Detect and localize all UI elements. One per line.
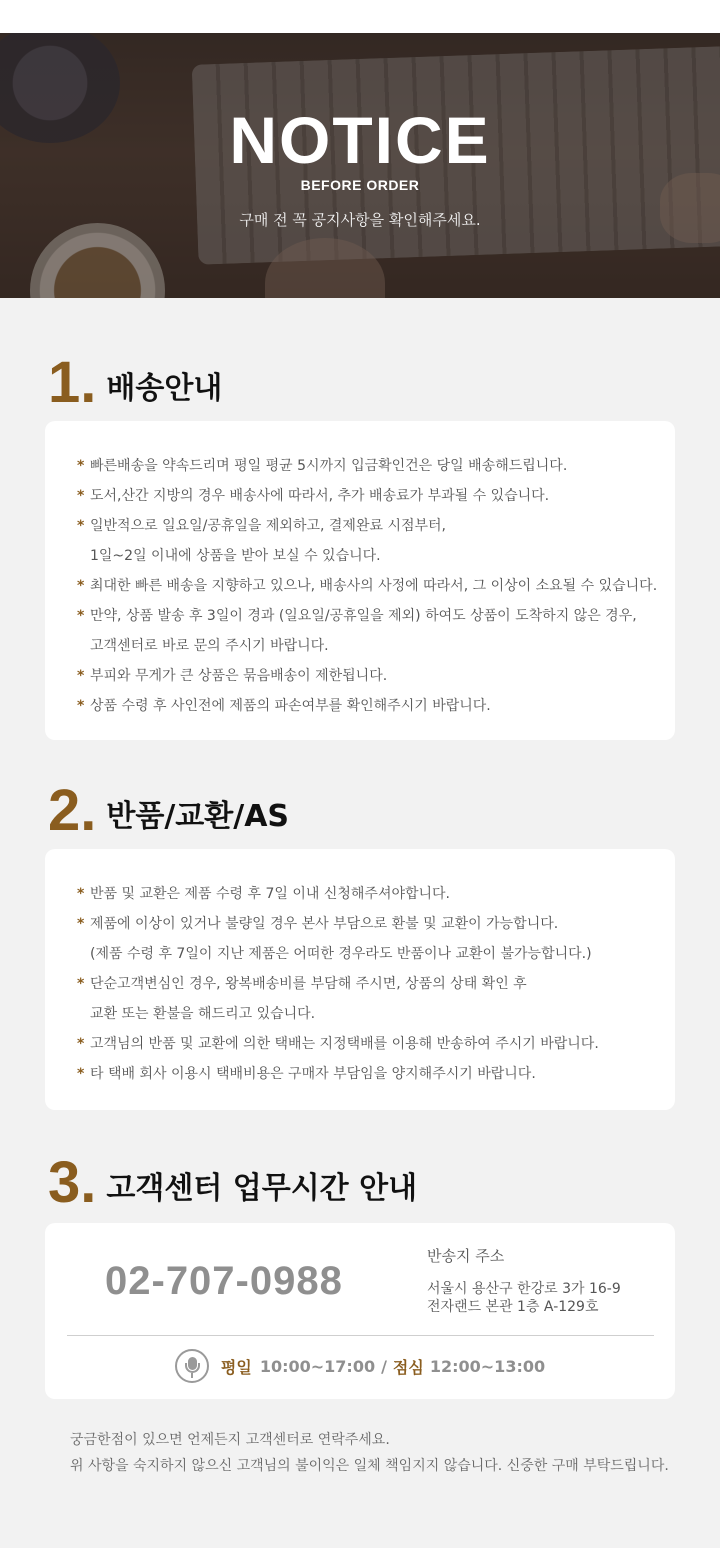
hero-description: 구매 전 꼭 공지사항을 확인해주세요. — [239, 211, 481, 229]
list-item: * 반품 및 교환은 제품 수령 후 7일 이내 신청해주셔야합니다. — [77, 886, 451, 902]
hours-separator: / — [381, 1356, 387, 1376]
list-item: * 만약, 상품 발송 후 3일이 경과 (일요일/공휴일을 제외) 하여도 상품이 도착하지 않은 경우, — [77, 608, 637, 624]
list-item: * 부피와 무게가 큰 상품은 묶음배송이 제한됩니다. — [77, 668, 388, 684]
list-item: * 빠른배송을 약속드리며 평일 평균 5시까지 입금확인건은 당일 배송해드립니다. — [77, 458, 568, 474]
section-heading-returns — [48, 778, 290, 843]
return-address-line2: 전자랜드 본관 1층 A-129호 — [427, 1299, 599, 1315]
section-number: 2. — [48, 778, 97, 843]
section-title: 고객센터 업무시간 안내 — [106, 1171, 418, 1206]
customer-center-card — [45, 1223, 675, 1399]
divider — [67, 1335, 654, 1336]
hero-title: NOTICE — [229, 103, 491, 177]
list-item: * 단순고객변심인 경우, 왕복배송비를 부담해 주시면, 상품의 상태 확인 후 — [77, 976, 527, 992]
hero-subtitle: BEFORE ORDER — [300, 177, 420, 193]
list-item: * 고객님의 반품 및 교환에 의한 택배는 지정택배를 이용해 반송하여 주시기 바랍니다. — [77, 1036, 599, 1052]
weekday-label: 평일 — [220, 1357, 252, 1377]
top-strip — [0, 0, 720, 33]
list-item: * 타 택배 회사 이용시 택배비용은 구매자 부담임을 양지해주시기 바랍니다. — [77, 1066, 536, 1082]
section-title: 반품/교환/AS — [106, 799, 290, 834]
list-item: 교환 또는 환불을 해드리고 있습니다. — [90, 1006, 316, 1022]
list-item: * 최대한 빠른 배송을 지향하고 있으나, 배송사의 사정에 따라서, 그 이상이 소요될 수 있습니다. — [77, 578, 658, 594]
microphone-icon — [175, 1349, 209, 1383]
weekday-hours: 10:00~17:00 — [259, 1356, 376, 1376]
section-title: 배송안내 — [106, 371, 223, 406]
footer-note-1: 궁금한점이 있으면 언제든지 고객센터로 연락주세요. — [70, 1432, 390, 1448]
list-item: 고객센터로 바로 문의 주시기 바랍니다. — [90, 638, 329, 654]
section-heading-shipping — [48, 350, 223, 415]
list-item: 1일~2일 이내에 상품을 받아 보실 수 있습니다. — [90, 548, 381, 564]
lunch-hours: 12:00~13:00 — [429, 1356, 546, 1376]
list-item: * 일반적으로 일요일/공휴일을 제외하고, 결제완료 시점부터, — [77, 518, 446, 534]
list-item: * 제품에 이상이 있거나 불량일 경우 본사 부담으로 환불 및 교환이 가능합니다. — [77, 916, 559, 932]
business-hours — [45, 1349, 675, 1383]
hero-banner — [0, 33, 720, 298]
return-address-label: 반송지 주소 — [427, 1247, 505, 1265]
list-item: * 상품 수령 후 사인전에 제품의 파손여부를 확인해주시기 바랍니다. — [77, 698, 491, 714]
return-address-line1: 서울시 용산구 한강로 3가 16-9 — [427, 1281, 621, 1297]
section-heading-customer-center — [48, 1150, 418, 1215]
footer-note-2: 위 사항을 숙지하지 않으신 고객님의 불이익은 일체 책임지지 않습니다. 신중한 구매 부탁드립니다. — [70, 1458, 669, 1474]
section-number: 3. — [48, 1150, 97, 1215]
list-item: (제품 수령 후 7일이 지난 제품은 어떠한 경우라도 반품이나 교환이 불가능합니다.) — [90, 946, 592, 962]
returns-info-card — [45, 849, 675, 1110]
shipping-info-card — [45, 421, 675, 740]
phone-number[interactable]: 02-707-0988 — [105, 1259, 343, 1303]
list-item: * 도서,산간 지방의 경우 배송사에 따라서, 추가 배송료가 부과될 수 있습니다. — [77, 488, 550, 504]
lunch-label: 점심 — [392, 1357, 424, 1377]
section-number: 1. — [48, 350, 97, 415]
